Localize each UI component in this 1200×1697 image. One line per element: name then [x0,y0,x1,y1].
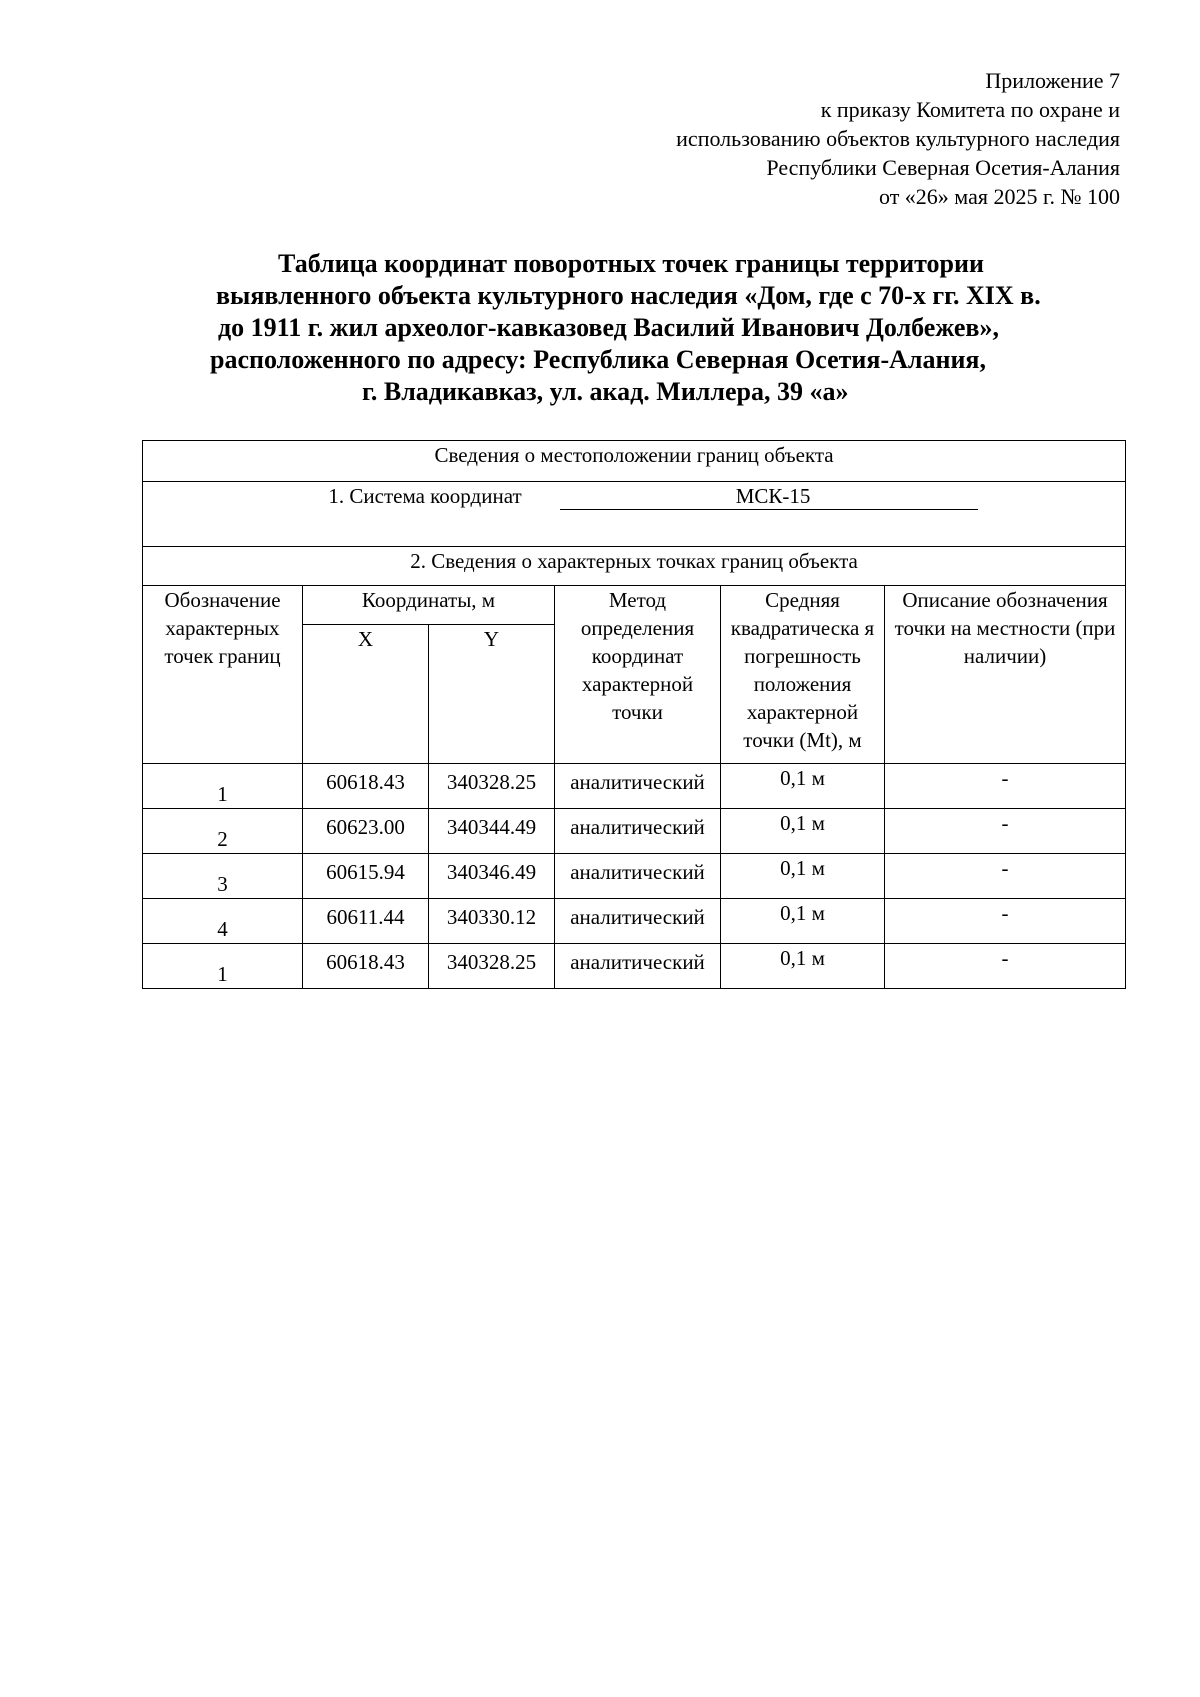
order-date-number: от «26» мая 2025 г. № 100 [878,184,1120,209]
appendix-number: Приложение 7 [985,68,1120,93]
method-value: аналитический [555,899,721,944]
title-line: Таблица координат поворотных точек границы территории [278,249,984,278]
coord-y: 340328.25 [429,944,555,989]
title-line: расположенного по адресу: Республика Северная Осетия-Алания, [210,345,987,374]
order-reference-line: Республики Северная Осетия-Алания [766,155,1120,180]
table-row [143,809,1126,854]
title-line: до 1911 г. жил археолог-кавказовед Василий Иванович Долбежев», [218,313,999,342]
coord-x: 60618.43 [303,944,429,989]
error-value: 0,1 м [721,899,885,944]
column-header-row [143,586,1126,625]
coord-x: 60618.43 [303,764,429,809]
point-number: 1 [143,764,303,809]
col-method: Метод определения координат характерной точки [555,586,721,764]
point-number: 2 [143,809,303,854]
error-value: 0,1 м [721,944,885,989]
coord-y: 340328.25 [429,764,555,809]
method-value: аналитический [555,764,721,809]
coord-system-row [143,482,1126,547]
description-value: - [885,899,1126,944]
point-number: 3 [143,854,303,899]
description-value: - [885,944,1126,989]
coordinates-table [142,440,1126,989]
error-value: 0,1 м [721,764,885,809]
table-row [143,764,1126,809]
table-row [143,899,1126,944]
points-header-row [143,547,1126,586]
section-header: Сведения о местоположении границ объекта [143,441,1126,482]
coord-x: 60623.00 [303,809,429,854]
point-number: 4 [143,899,303,944]
document-title [150,248,1100,408]
coord-x: 60611.44 [303,899,429,944]
title-line: г. Владикавказ, ул. акад. Миллера, 39 «а» [362,377,849,406]
coord-y: 340346.49 [429,854,555,899]
table-row [143,944,1126,989]
col-y: Y [429,625,555,764]
appendix-header [676,66,1120,211]
error-value: 0,1 м [721,809,885,854]
coord-x: 60615.94 [303,854,429,899]
coord-y: 340330.12 [429,899,555,944]
col-x: X [303,625,429,764]
col-designation: Обозначение характерных точек границ [143,586,303,764]
method-value: аналитический [555,809,721,854]
order-reference-line: использованию объектов культурного наследия [676,126,1120,151]
col-error: Средняя квадратическа я погрешность положения характерной точки (Mt), м [721,586,885,764]
coord-system-label: 1. Система координат [328,484,522,508]
table-row [143,854,1126,899]
coord-system-value: МСК-15 [560,483,978,510]
method-value: аналитический [555,944,721,989]
description-value: - [885,809,1126,854]
method-value: аналитический [555,854,721,899]
error-value: 0,1 м [721,854,885,899]
point-number: 1 [143,944,303,989]
order-reference-line: к приказу Комитета по охране и [820,97,1120,122]
col-description: Описание обозначения точки на местности (при наличии) [885,586,1126,764]
section-header-row [143,441,1126,482]
coord-y: 340344.49 [429,809,555,854]
col-coordinates: Координаты, м [303,586,555,625]
points-header: 2. Сведения о характерных точках границ объекта [143,547,1126,586]
description-value: - [885,764,1126,809]
description-value: - [885,854,1126,899]
title-line: выявленного объекта культурного наследия «Дом, где с 70-х гг. XIX в. [216,281,1041,310]
